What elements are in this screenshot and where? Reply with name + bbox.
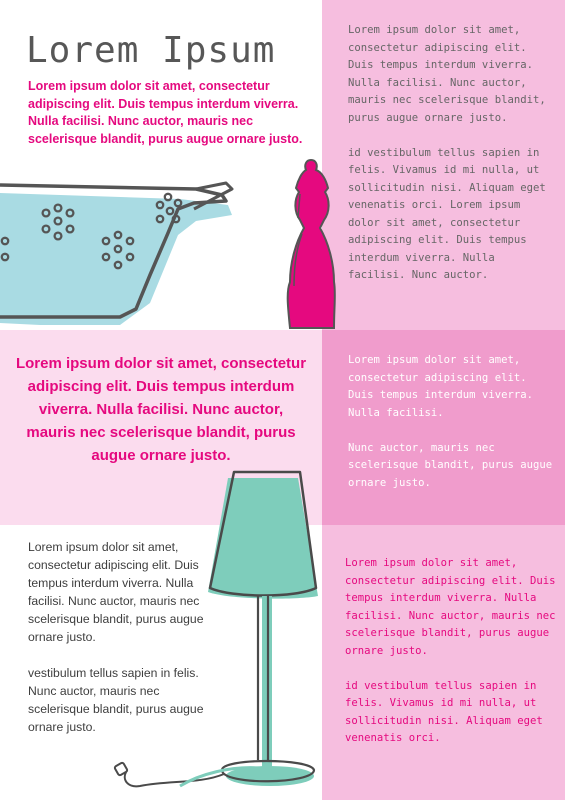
bottom-left-text: [28, 538, 208, 754]
middle-right-paragraph-1: Lorem ipsum dolor sit amet, consectetur adipiscing elit. Duis tempus interdum viverra. Nulla facilisi.: [348, 354, 533, 419]
bottom-right-paragraph-1: Lorem ipsum dolor sit amet, consectetur adipiscing elit. Duis tempus interdum viverra. Nulla facilisi. Nunc auctor, mauris nec scelerisque blandit, purus augue ornare justo.: [345, 557, 556, 657]
lamp-shade-fill: [208, 478, 318, 599]
pepper-mill-body: [288, 160, 335, 328]
intro-paragraph: Lorem ipsum dolor sit amet, consectetur adipiscing elit. Duis tempus interdum viverra. Nulla facilisi. Nunc auctor, mauris nec scelerisque blandit, purus augue ornare justo.: [28, 79, 303, 146]
colander-illustration: [0, 175, 250, 335]
page-title: Lorem Ipsum: [26, 30, 276, 71]
bottom-left-paragraph-2: vestibulum tellus sapien in felis. Nunc auctor, mauris nec scelerisque blandit, purus augue ornare justo.: [28, 666, 204, 734]
bottom-right-paragraph-2: id vestibulum tellus sapien in felis. Vivamus id mi nulla, ut sollicitudin nisi. Aliquam eget venenatis orci.: [345, 679, 543, 744]
middle-right-text: [348, 352, 558, 510]
top-right-text: [348, 22, 558, 302]
middle-left-callout: Lorem ipsum dolor sit amet, consectetur adipiscing elit. Duis tempus interdum viverra. Nulla facilisi. Nunc auctor, mauris nec scelerisque blandit, purus augue ornare justo.: [15, 355, 307, 464]
top-right-paragraph-2: id vestibulum tellus sapien in felis. Vivamus id mi nulla, ut sollicitudin nisi. Aliquam eget venenatis orci. Lorem ipsum dolor sit amet, consectetur adipiscing elit. Duis tempus interdum viverra. Nulla facilisi. Nunc auctor.: [348, 146, 546, 281]
top-right-paragraph-1: Lorem ipsum dolor sit amet, consectetur adipiscing elit. Duis tempus interdum viverra. Nulla facilisi. Nunc auctor, mauris nec scelerisque blandit, purus augue ornare justo.: [348, 24, 546, 124]
middle-right-paragraph-2: Nunc auctor, mauris nec scelerisque blandit, purus augue ornare justo.: [348, 441, 553, 489]
bottom-right-text: [345, 555, 557, 765]
pepper-mill-illustration: [278, 158, 348, 332]
bottom-left-paragraph-1: Lorem ipsum dolor sit amet, consectetur adipiscing elit. Duis tempus interdum viverra. Nulla facilisi. Nunc auctor, mauris nec scelerisque blandit, purus augue ornare justo.: [28, 540, 204, 644]
colander-fill-shape: [0, 193, 232, 325]
